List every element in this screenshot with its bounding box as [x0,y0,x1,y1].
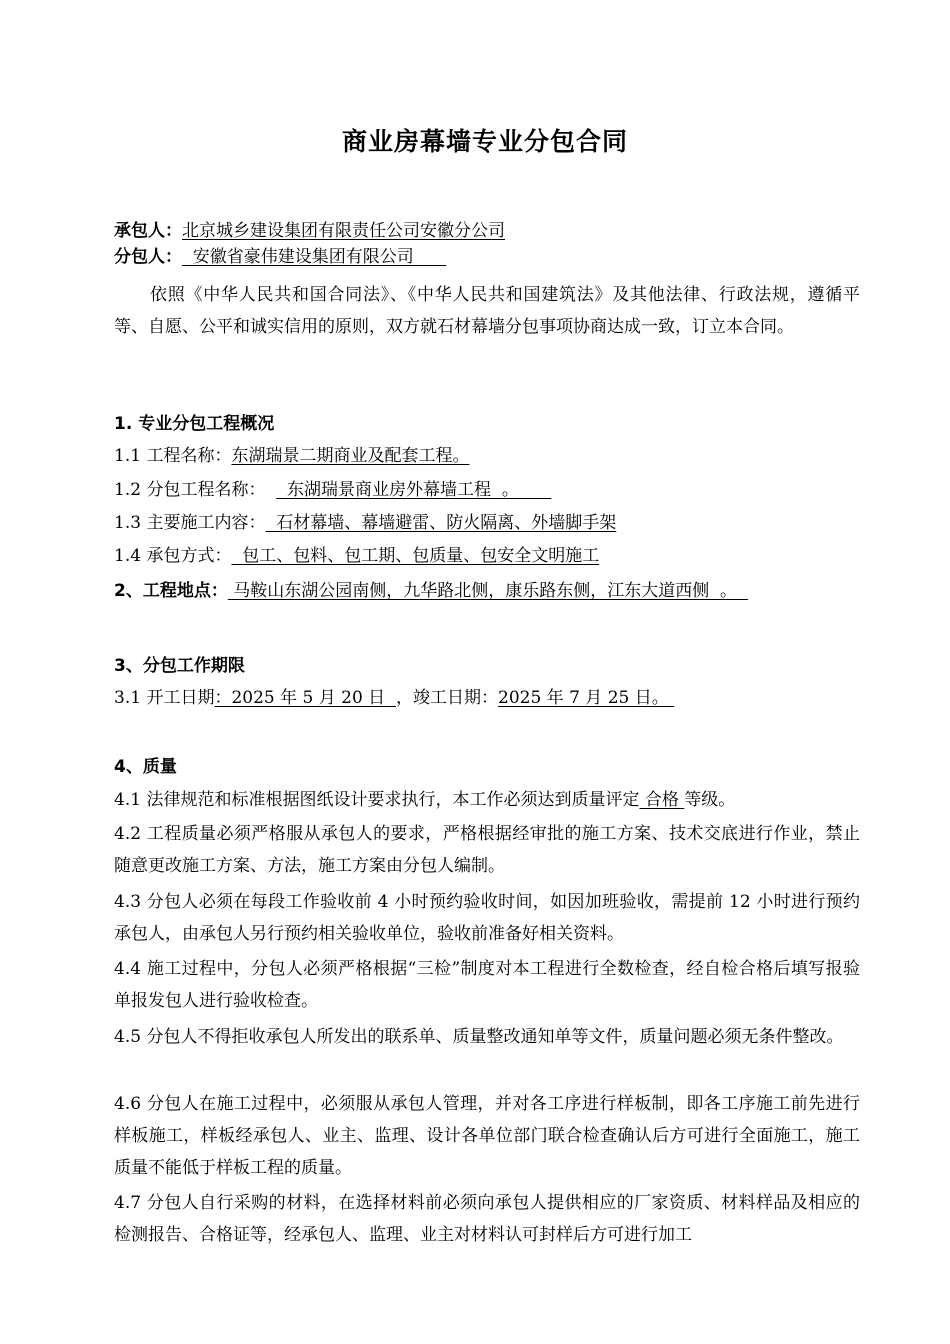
section1-item-1 [114,445,469,467]
item-label: 1.2 分包工程名称： [114,480,277,500]
section4-p2: 4.2 工程质量必须严格服从承包人的要求，严格根据经审批的施工方案、技术交底进行作业，禁止随意更改施工方案、方法，施工方案由分包人编制。 [114,824,860,876]
contractor-line [114,220,505,242]
section2-value: 马鞍山东湖公园南侧，九华路北侧，康乐路东侧，江东大道西侧 。 [227,581,748,601]
section1-item-4 [114,545,599,567]
section3-dates [114,687,674,709]
subcontractor-value: 安徽省豪伟建设集团有限公司 [182,247,447,267]
section1-item-2 [114,479,551,501]
start-date-value: ：2025 年 5 月 20 日 [214,688,396,708]
section4-p3: 4.3 分包人必须在每段工作验收前 4 小时预约验收时间，如因加班验收，需提前 12 小时进行预约承包人，由承包人另行预约相关验收单位，验收前准备好相关资料。 [114,892,860,944]
end-date-label: ，竣工日期： [396,688,498,708]
section4-p1 [114,789,735,811]
section4-p4: 4.4 施工过程中，分包人必须严格根据“三检”制度对本工程进行全数检查，经自检合格后填写报验单报发包人进行验收检查。 [114,959,860,1011]
item-value: 包工、包料、包工期、包质量、包安全文明施工 [231,546,600,566]
subcontractor-line [114,246,446,268]
subcontractor-label: 分包人： [114,247,182,267]
section2-label: 2、工程地点： [114,581,228,601]
contractor-value: 北京城乡建设集团有限责任公司安徽分公司 [182,221,505,241]
intro-paragraph: 依照《中华人民共和国合同法》、《中华人民共和国建筑法》及其他法律、行政法规，遵循平等、自愿、公平和诚实信用的原则，双方就石材幕墙分包事项协商达成一致，订立本合同。 [114,285,860,337]
item-value: 东湖瑞景二期商业及配套工程。 [231,446,470,466]
document-title: 商业房幕墙专业分包合同 [341,127,628,156]
contractor-label: 承包人： [114,221,182,241]
item-label: 1.4 承包方式： [114,546,232,566]
p1-suffix: 等级。 [684,790,736,810]
item-value: 石材幕墙、幕墙避雷、防火隔离、外墙脚手架 [265,513,617,533]
section3-heading: 3、分包工作期限 [114,656,245,676]
item-label: 1.3 主要施工内容： [114,513,266,533]
section1-heading: 1. 专业分包工程概况 [114,414,275,434]
item-value: 东湖瑞景商业房外幕墙工程 。 [276,480,552,500]
section4-p6: 4.6 分包人在施工过程中，必须服从承包人管理，并对各工序进行样板制，即各工序施工前先进行样板施工，样板经承包人、业主、监理、设计各单位部门联合检查确认后方可进行全面施工，施工质量不能低于样板工程的质量。 [114,1094,860,1178]
end-date-value: 2025 年 7 月 25 日。 [498,688,675,708]
item-label: 1.1 工程名称： [114,446,232,466]
section4-heading: 4、质量 [114,757,177,777]
section4-p5: 4.5 分包人不得拒收承包人所发出的联系单、质量整改通知单等文件，质量问题必须无条件整改。 [114,1027,844,1047]
start-date-label: 3.1 开工日期 [114,688,215,708]
section4-p7: 4.7 分包人自行采购的材料，在选择材料前必须向承包人提供相应的厂家资质、材料样品及相应的检测报告、合格证等，经承包人、监理、业主对材料认可封样后方可进行加工 [114,1193,860,1245]
quality-grade: 合格 [639,790,685,810]
section1-item-3 [114,512,616,534]
section2-line [114,580,748,602]
p1-text: 4.1 法律规范和标准根据图纸设计要求执行，本工作必须达到质量评定 [114,790,640,810]
